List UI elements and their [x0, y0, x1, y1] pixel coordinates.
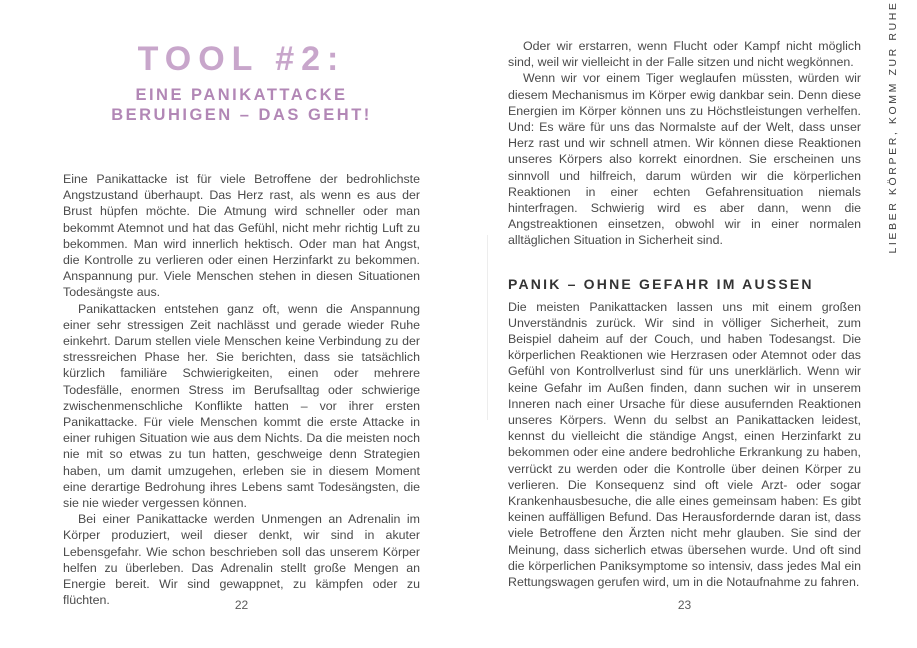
chapter-subtitle [63, 85, 420, 125]
chapter-subtitle-line-2: BERUHIGEN – DAS GEHT! [111, 106, 372, 124]
page-gutter-line [487, 235, 488, 420]
chapter-title: TOOL #2: [137, 40, 346, 78]
page-number-left: 22 [234, 598, 249, 612]
right-page [508, 0, 861, 648]
left-page [63, 0, 420, 648]
body-paragraph: Wenn wir vor einem Tiger weglaufen müssten, würden wir diesem Mechanismus im Körper ewig dankbar sein. Denn diese Energien im Körper können uns zu Höchstleistungen verhelfen. Und: Es wäre für uns das Normalste auf der Welt, dass unser Herz rast und wir schnell atmen. Wir können diese Reaktionen unseres Körpers also korrekt einordnen. Sie erscheinen uns sinnvoll und hilfreich, darum würden wir die körperlichen Reaktionen in einer echten Gefahrensituation niemals hinterfragen. Schwierig wird es aber dann, wenn die Angstreaktionen einsetzen, obwohl wir in einer normalen alltäglichen Situation in Sicherheit sind. [508, 71, 861, 248]
body-paragraph: Bei einer Panikattacke werden Unmengen an Adrenalin im Körper produziert, weil dieser denkt, wir sind in akuter Lebensgefahr. Wie schon beschrieben soll das unserem Körper helfen zu überleben. Das Adrenalin stellt große Mengen an Energie bereit. Wir sind gewappnet, zu kämpfen oder zu flüchten. [63, 512, 420, 608]
page-number-right: 23 [677, 598, 692, 612]
body-paragraph: Oder wir erstarren, wenn Flucht oder Kampf nicht möglich sind, weil wir vielleicht in der Falle sitzen und nicht wegkönnen. [508, 39, 861, 70]
body-paragraph: Panikattacken entstehen ganz oft, wenn die Anspannung einer sehr stressigen Zeit nachlässt und gerade wieder Ruhe einkehrt. Darum stellen viele Menschen keine Verbindung zu der stressreichen Phase her. Sie berichten, dass sie tatsächlich kürzlich familiäre Schwierigkeiten, einen oder mehrere Todesfälle, enormen Stress im Berufsalltag oder schwierige zwischenmenschliche Konflikte hatten – vor ihrer ersten Panikattacke. Für viele Menschen kommt die erste Attacke in einer ruhigen Situation wie aus dem Nichts. Da die meisten noch nie mit so etwas zu tun hatten, geschweige denn Strategien haben, um damit umzugehen, erleben sie in diesem Moment eine derartige Bedrohung ihres Lebens samt Todesängsten, die sie nie wieder vergessen können. [63, 301, 420, 511]
running-head-label: LIEBER KÖRPER, KOMM ZUR RUHE [887, 0, 899, 254]
body-paragraph: Die meisten Panikattacken lassen uns mit einem großen Unverständnis zurück. Wir sind in völliger Sicherheit, zum Beispiel daheim auf der Couch, und haben Todesangst. Die körperlichen Reaktionen wie Herzrasen oder Atemnot oder das Gefühl von Kontrollverlust sind für uns unerklärlich. Wenn wir keine Gefahr im Außen finden, dann suchen wir in unserem Inneren nach einer Ursache für diese ausufernden Reaktionen unseres Körpers. Wenn du selbst an Panikattacken leidest, kennst du vielleicht die ständige Angst, einen Herzinfarkt zu bekommen oder eine andere bedrohliche Erkrankung zu haben, verrückt zu werden oder die Kontrolle über deinen Körper zu verlieren. Die Konsequenz sind oft viele Arzt- oder sogar Krankenhausbesuche, die alle eines gemeinsam haben: Es gibt keinen auffälligen Befund. Das Herausfordernde daran ist, dass viele Betroffene den Ärzten nicht mehr glauben. Sie sind der Meinung, dass sicherlich etwas übersehen wurde. Und oft sind die körperlichen Paniksymptome so intensiv, dass jedes Mal ein Rettungswagen gerufen wird, um in die Notaufnahme zu fahren. [508, 299, 861, 590]
chapter-subtitle-line-1: EINE PANIKATTACKE [135, 86, 348, 104]
body-paragraph: Eine Panikattacke ist für viele Betroffene der bedrohlichste Angstzustand überhaupt. Das Herz rast, als wenn es aus der Brust hüpfen möchte. Die Atmung wird schneller oder man bekommt Atemnot und hat das Gefühl, nicht mehr richtig Luft zu bekommen. Man wird innerlich hektisch. Oder man hat Angst, die Kontrolle zu verlieren oder einen Herzinfarkt zu bekommen. Anspannung pur. Viele Menschen stehen in diesen Situationen Todesängste aus. [63, 172, 420, 300]
section-heading: PANIK – OHNE GEFAHR IM AUSSEN [508, 275, 814, 292]
